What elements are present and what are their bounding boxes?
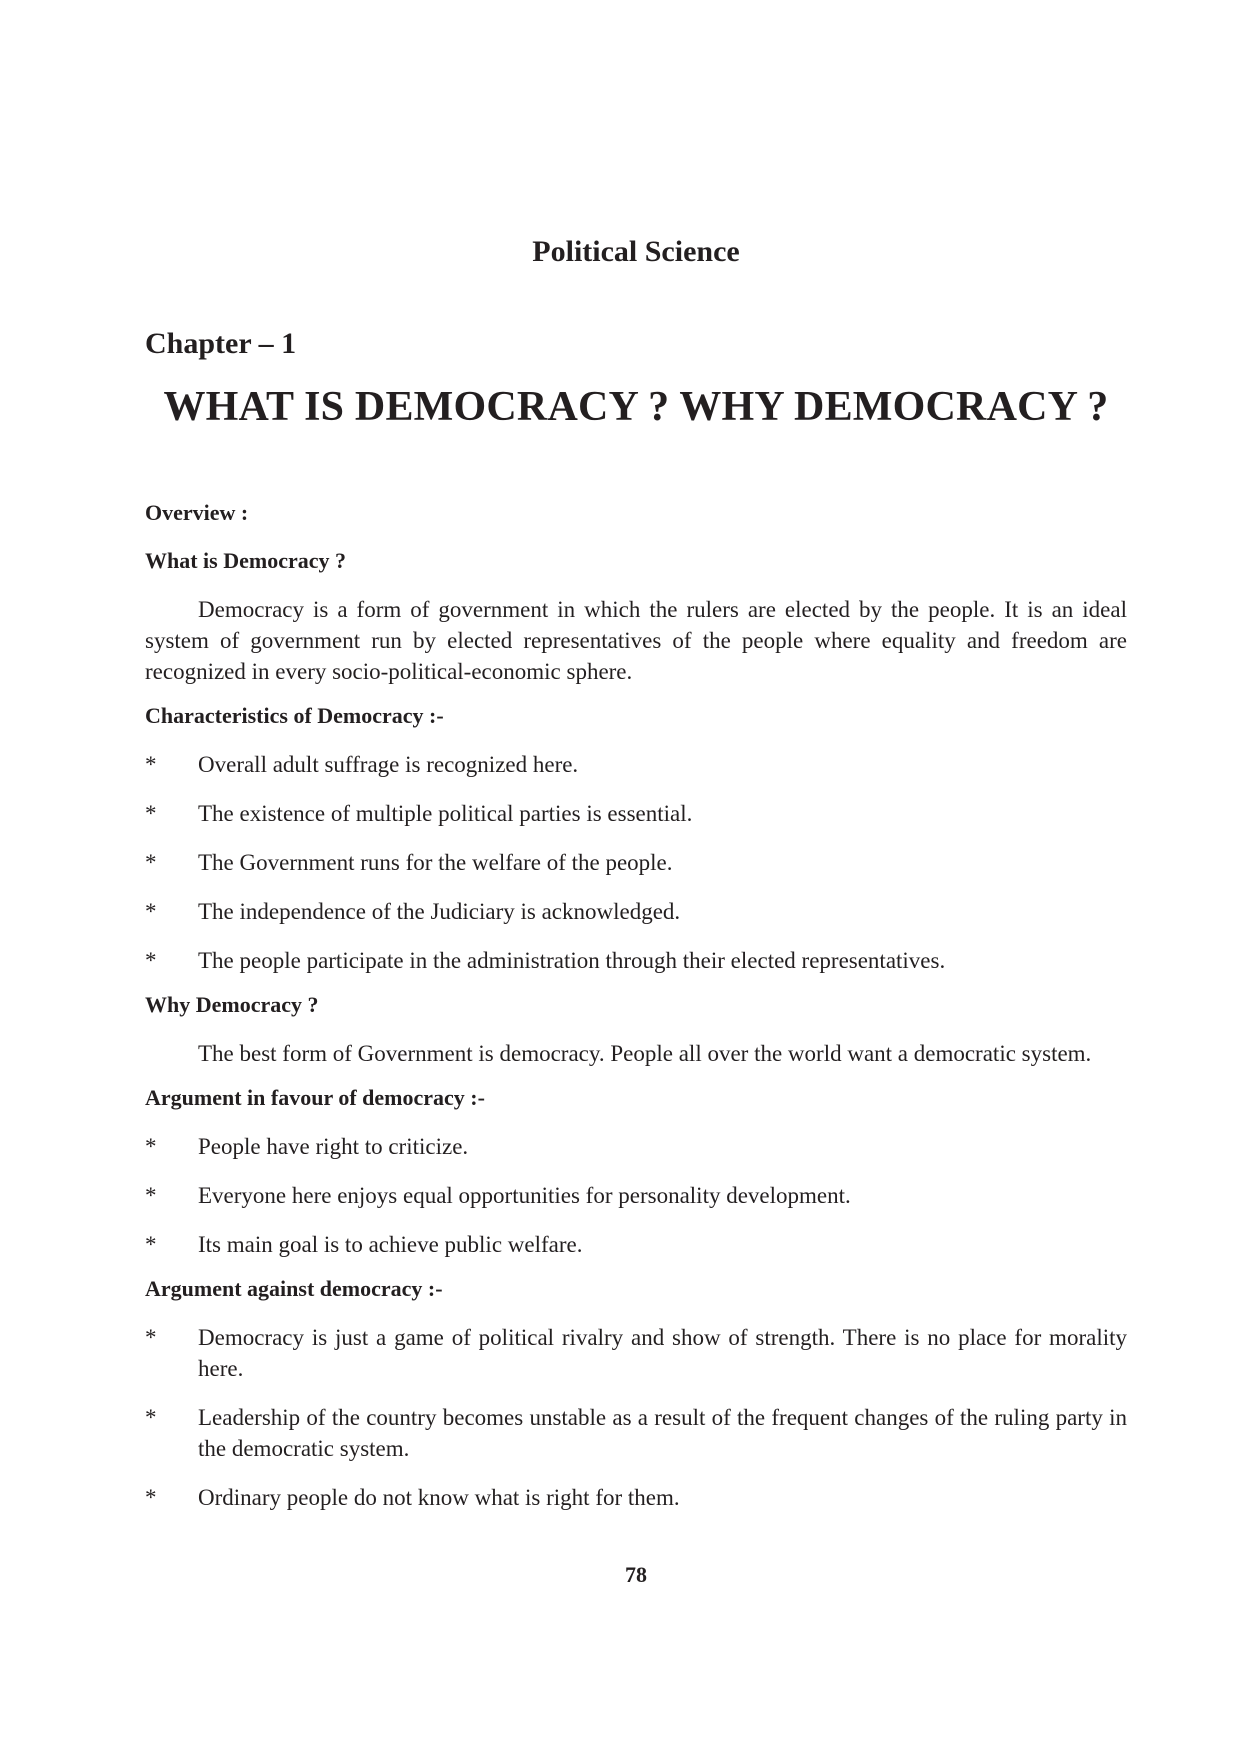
list-item bbox=[145, 1482, 1127, 1513]
against-heading: Argument against democracy :- bbox=[145, 1276, 443, 1301]
bullet-marker: * bbox=[145, 1325, 157, 1350]
bullet-marker: * bbox=[145, 801, 157, 826]
bullet-marker: * bbox=[145, 1134, 157, 1159]
list-item-text: Its main goal is to achieve public welfare. bbox=[198, 1232, 583, 1257]
characteristics-heading: Characteristics of Democracy :- bbox=[145, 703, 444, 728]
list-item-text: Ordinary people do not know what is right for them. bbox=[198, 1485, 680, 1510]
list-item bbox=[145, 798, 1127, 829]
subject-title: Political Science bbox=[532, 235, 740, 268]
list-item bbox=[145, 945, 1127, 976]
what-is-democracy-paragraph: Democracy is a form of government in which the rulers are elected by the people. It is an ideal system of government run by elected representatives of the people where equality and freedom are recognized in every socio-political-economic sphere. bbox=[145, 597, 1127, 684]
favour-heading: Argument in favour of democracy :- bbox=[145, 1085, 485, 1110]
chapter-content bbox=[145, 498, 1127, 1527]
list-item bbox=[145, 847, 1127, 878]
page-number: 78 bbox=[625, 1562, 647, 1587]
list-item bbox=[145, 749, 1127, 780]
bullet-marker: * bbox=[145, 948, 157, 973]
overview-heading: Overview : bbox=[145, 500, 249, 525]
what-is-democracy-heading: What is Democracy ? bbox=[145, 548, 347, 573]
why-democracy-heading: Why Democracy ? bbox=[145, 992, 319, 1017]
list-item bbox=[145, 1322, 1127, 1384]
bullet-marker: * bbox=[145, 1183, 157, 1208]
list-item bbox=[145, 1180, 1127, 1211]
bullet-marker: * bbox=[145, 1405, 157, 1430]
list-item-text: People have right to criticize. bbox=[198, 1134, 469, 1159]
list-item bbox=[145, 896, 1127, 927]
list-item-text: The existence of multiple political parties is essential. bbox=[198, 801, 693, 826]
chapter-title: WHAT IS DEMOCRACY ? WHY DEMOCRACY ? bbox=[163, 384, 1109, 430]
list-item-text: Overall adult suffrage is recognized here. bbox=[198, 752, 579, 777]
list-item-text: The independence of the Judiciary is acknowledged. bbox=[198, 899, 681, 924]
bullet-marker: * bbox=[145, 1485, 157, 1510]
bullet-marker: * bbox=[145, 850, 157, 875]
favour-list bbox=[145, 1131, 1127, 1260]
list-item bbox=[145, 1229, 1127, 1260]
bullet-marker: * bbox=[145, 752, 157, 777]
why-democracy-paragraph: The best form of Government is democracy. People all over the world want a democratic system. bbox=[198, 1041, 1092, 1066]
characteristics-list bbox=[145, 749, 1127, 976]
chapter-label: Chapter – 1 bbox=[145, 327, 297, 360]
list-item bbox=[145, 1131, 1127, 1162]
bullet-marker: * bbox=[145, 1232, 157, 1257]
list-item-text: Democracy is just a game of political rivalry and show of strength. There is no place for morality here. bbox=[198, 1325, 1127, 1381]
bullet-marker: * bbox=[145, 899, 157, 924]
list-item-text: Leadership of the country becomes unstable as a result of the frequent changes of the ruling party in the democratic system. bbox=[198, 1405, 1127, 1461]
list-item-text: Everyone here enjoys equal opportunities for personality development. bbox=[198, 1183, 851, 1208]
against-list bbox=[145, 1322, 1127, 1513]
list-item-text: The people participate in the administration through their elected representatives. bbox=[198, 948, 946, 973]
list-item-text: The Government runs for the welfare of the people. bbox=[198, 850, 673, 875]
document-page bbox=[145, 0, 1127, 1755]
list-item bbox=[145, 1402, 1127, 1464]
